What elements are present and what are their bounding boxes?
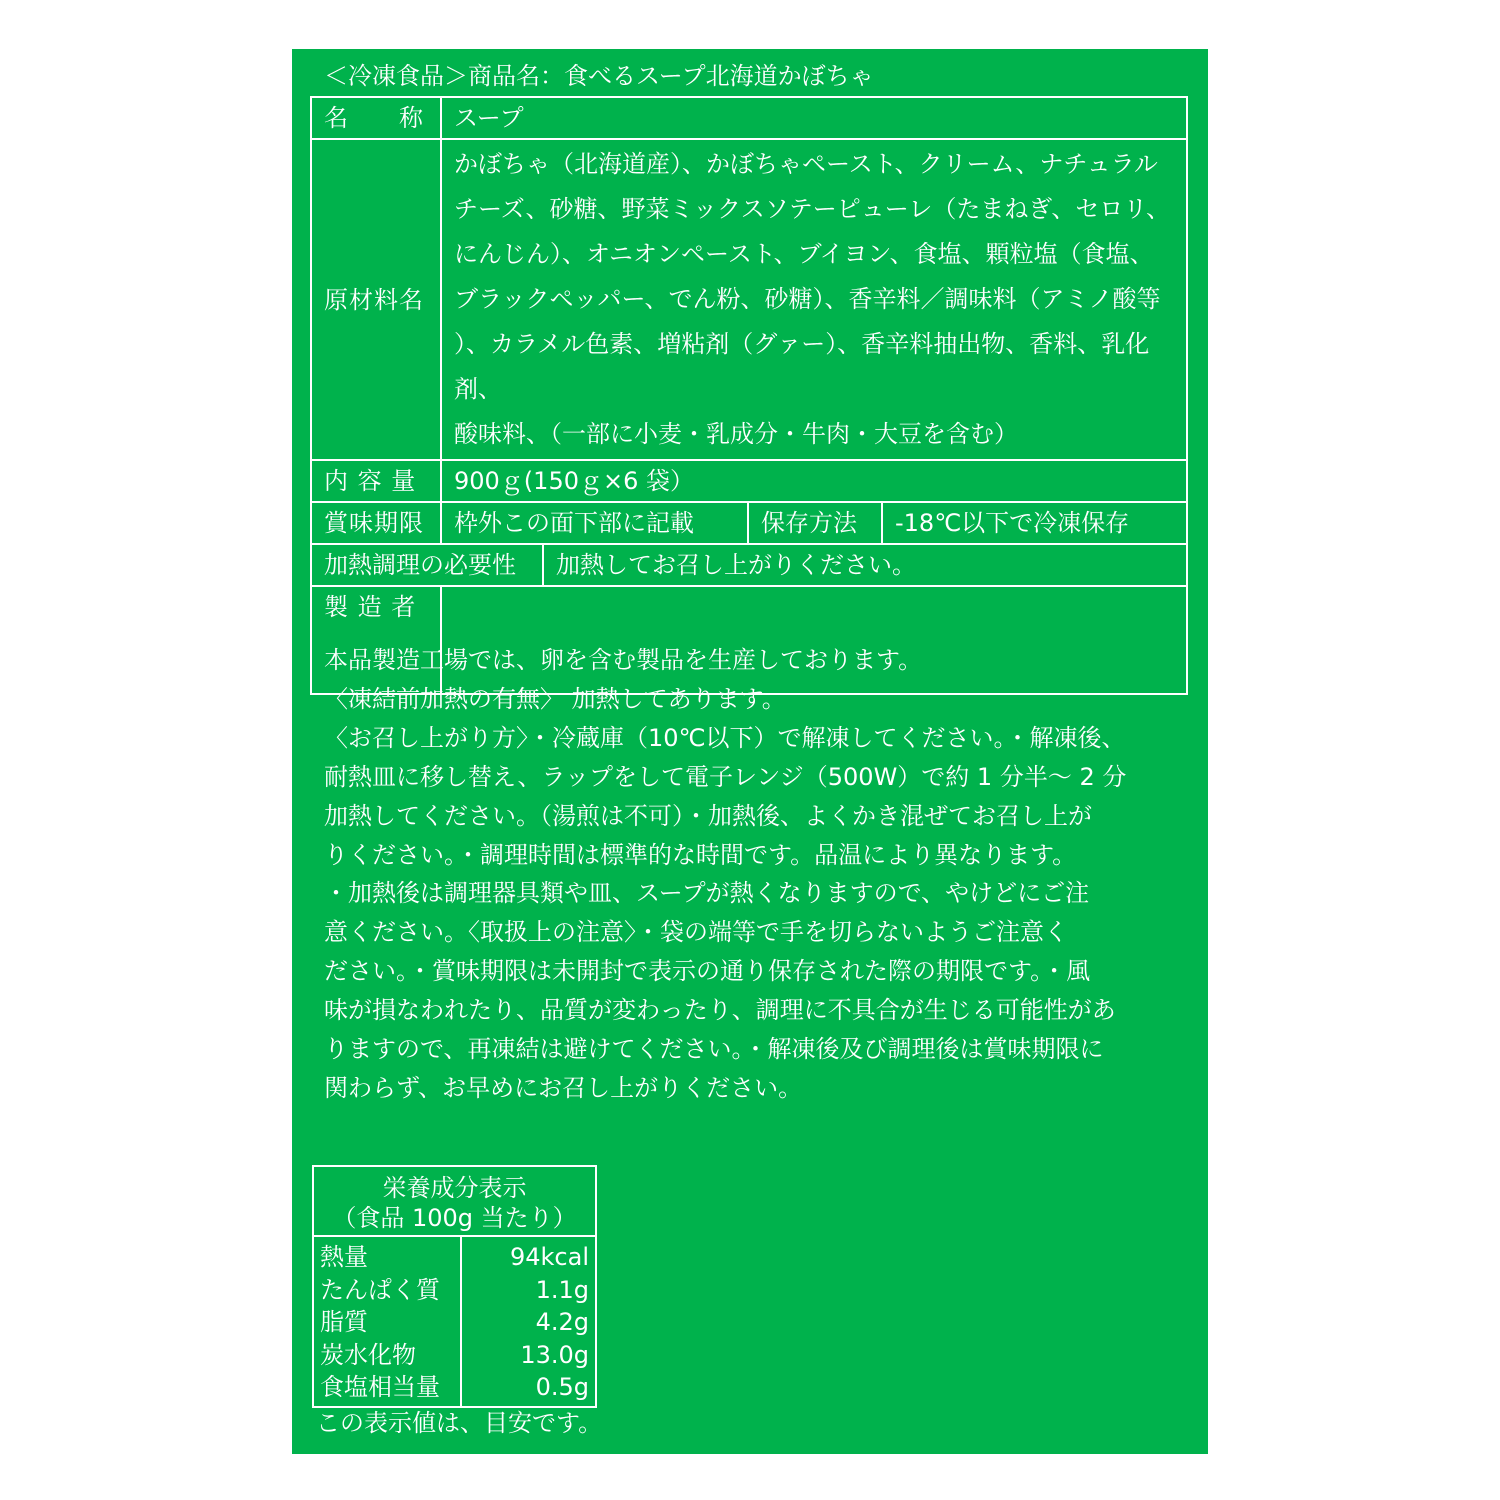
nutrient-value: 0.5g [535,1373,589,1401]
nutrition-footnote: この表示値は、目安です。 [316,1409,603,1437]
nutrient-value: 4.2g [535,1308,589,1336]
name-value: スープ [441,97,1187,139]
nutrient-value: 1.1g [535,1275,589,1304]
note-line: 意ください。〈取扱上の注意〉・袋の端等で手を切らないようご注意く [324,918,1068,947]
table-row-heating [311,544,1187,586]
nutrition-title: 栄養成分表示 [382,1174,527,1202]
nutrition-names [314,1237,462,1406]
ingredients-line: かぼちゃ（北海道産）、かぼちゃペースト、クリーム、ナチュラル [454,150,1158,178]
storage-value: -18℃以下で冷凍保存 [882,502,1187,544]
ingredients-line: ブラックペッパー、でん粉、砂糖）、香辛料／調味料（アミノ酸等 [454,285,1161,313]
nutrient-name: 食塩相当量 [320,1373,440,1401]
nutrient-value: 13.0g [520,1340,589,1369]
ingredients-line: チーズ、砂糖、野菜ミックスソテーピューレ（たまねぎ、セロリ、 [454,195,1171,223]
note-line: 本品製造工場では、卵を含む製品を生産しております。 [324,646,923,674]
contents-value: 900ｇ(150ｇ×6 袋） [441,460,1187,502]
note-line: ・加熱後は調理器具類や皿、スープが熱くなりますので、やけどにご注 [324,879,1090,908]
table-row-ingredients [311,139,1187,460]
storage-label: 保存方法 [748,502,882,544]
note-line: 加熱してください。（湯煎は不可）・加熱後、よくかき混ぜてお召し上が [324,801,1092,830]
note-line: 〈お召し上がり方〉・冷蔵庫（10℃以下）で解凍してください。・解凍後、 [324,723,1126,752]
table-row-expiry-storage [311,502,1187,544]
ingredients-value [441,139,1187,460]
note-line: 味が損なわれたり、品質が変わったり、調理に不具合が生じる可能性があ [324,996,1116,1025]
table-row-contents [311,460,1187,502]
ingredients-line: 酸味料、（一部に小麦・乳成分・牛肉・大豆を含む） [454,420,1018,448]
nutrient-name: 炭水化物 [320,1340,416,1369]
heating-label: 加熱調理の必要性 [311,544,543,586]
product-title: ＜冷凍食品＞商品名：食べるスープ北海道かぼちゃ [324,62,874,90]
name-label: 名 称 [311,97,441,139]
table-row-name [311,97,1187,139]
nutrition-subtitle: （食品 100g 当たり） [332,1204,577,1232]
note-line: 〈凍結前加熱の有無〉 加熱してあります。 [324,684,786,713]
nutrition-header [314,1167,595,1237]
contents-label: 内 容 量 [311,460,441,502]
ingredients-label: 原材料名 [311,139,441,460]
product-info-table [310,96,1188,695]
heating-value: 加熱してお召し上がりください。 [543,544,1187,586]
expiry-label: 賞味期限 [311,502,441,544]
nutrition-body [314,1237,595,1406]
nutrition-facts-box [312,1165,597,1408]
note-line: 耐熱皿に移し替え、ラップをして電子レンジ（500W）で約 1 分半～ 2 分 [324,762,1127,791]
note-line: 関わらず、お早めにお召し上がりください。 [324,1073,803,1102]
nutrition-values [462,1237,595,1406]
expiry-value: 枠外この面下部に記載 [441,502,748,544]
nutrient-name: 脂質 [320,1308,368,1336]
notes-block [324,641,1174,1108]
maker-label: 製 造 者 [311,586,441,694]
note-line: りください。・調理時間は標準的な時間です。品温により異なります。 [324,840,1077,869]
food-label-panel [292,49,1208,1454]
ingredients-line: にんじん）、オニオンペースト、ブイヨン、食塩、顆粒塩（食塩、 [454,240,1154,268]
ingredients-line: ）、カラメル色素、増粘剤（グァー）、香辛料抽出物、香料、乳化剤、 [454,330,1150,403]
note-line: りますので、再凍結は避けてください。・解凍後及び調理後は賞味期限に [324,1035,1104,1064]
nutrient-name: たんぱく質 [320,1275,440,1304]
nutrient-value: 94kcal [509,1243,589,1271]
nutrient-name: 熱量 [320,1243,368,1271]
note-line: ださい。・賞味期限は未開封で表示の通り保存された際の期限です。・風 [324,957,1091,986]
